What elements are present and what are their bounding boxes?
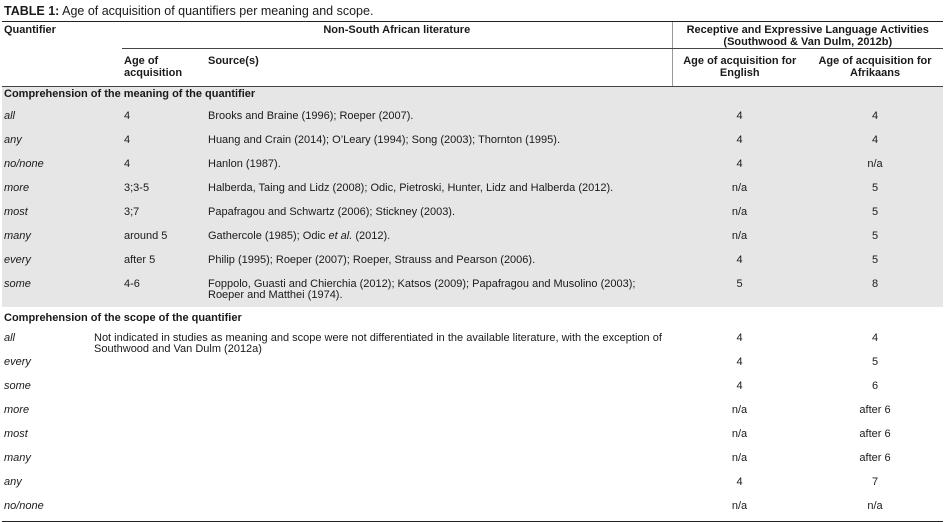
afrikaans-age-cell: 4 (807, 107, 943, 131)
table-row (2, 131, 943, 155)
empty-cell (122, 377, 672, 401)
table-row (2, 401, 943, 425)
quantifier-table (2, 21, 943, 522)
age-cell: 3;7 (122, 203, 206, 227)
scope-note-text: Not indicated in studies as meaning and scope were not differentiated in the available literature, with the exception of Southwood and Van Dulm (2012a) (94, 332, 662, 355)
section-meaning (2, 87, 943, 108)
source-cell: Brooks and Braine (1996); Roeper (2007). (206, 107, 672, 131)
source-cell: Foppolo, Guasti and Chierchia (2012); Katsos (2009); Papafragou and Musolino (2003); Roeper and Matthei (1974). (206, 275, 672, 307)
quantifier-cell: all (2, 107, 122, 131)
english-age-cell: n/a (731, 404, 748, 416)
english-age-cell: 4 (736, 332, 743, 344)
quantifier-cell: many (4, 452, 31, 464)
age-cell: 4 (122, 131, 206, 155)
age-cell: 3;3-5 (122, 179, 206, 203)
quantifier-cell: every (4, 356, 31, 368)
table-row (2, 449, 943, 473)
header-row-2 (2, 49, 943, 87)
source-text: Gathercole (1985); Odic (208, 230, 329, 242)
afrikaans-age-cell: after 6 (859, 452, 891, 464)
quantifier-cell: more (2, 179, 122, 203)
table-row (2, 377, 943, 401)
age-cell: 4 (122, 155, 206, 179)
table-row (2, 425, 943, 449)
section-meaning-title: Comprehension of the meaning of the quantifier (2, 87, 943, 108)
empty-cell (122, 497, 672, 522)
english-age-cell: 4 (736, 476, 743, 488)
header-age-english: Age of acquisition for English (672, 49, 807, 87)
quantifier-cell: any (2, 131, 122, 155)
empty-cell (122, 473, 672, 497)
quantifier-cell: any (4, 476, 22, 488)
header-age-of-acquisition: Age of acquisition (122, 49, 206, 87)
table-row (2, 275, 943, 307)
table-row (2, 473, 943, 497)
english-age-cell: n/a (731, 428, 748, 440)
source-cell: Hanlon (1987). (206, 155, 672, 179)
header-receptive-citation: (Southwood & Van Dulm, 2012b) (723, 36, 893, 48)
english-age-cell: 4 (672, 131, 807, 155)
english-age-cell: n/a (731, 452, 748, 464)
table-row (2, 107, 943, 131)
afrikaans-age-cell: 4 (871, 332, 879, 344)
afrikaans-age-cell: 5 (871, 356, 879, 368)
english-age-cell: 4 (736, 356, 743, 368)
afrikaans-age-cell: 5 (807, 227, 943, 251)
afrikaans-age-cell: 5 (807, 251, 943, 275)
english-age-cell: n/a (672, 203, 807, 227)
table-row (2, 203, 943, 227)
caption-text: Age of acquisition of quantifiers per meaning and scope. (59, 4, 374, 18)
empty-cell (122, 449, 672, 473)
table-row (2, 497, 943, 522)
header-quantifier: Quantifier (2, 22, 122, 49)
english-age-cell: 4 (672, 251, 807, 275)
table-row (2, 227, 943, 251)
afrikaans-age-cell: after 6 (859, 428, 891, 440)
table-row (2, 179, 943, 203)
quantifier-cell: most (4, 428, 28, 440)
source-et-al: et al. (328, 230, 353, 242)
table-caption (4, 4, 373, 18)
afrikaans-age-cell: after 6 (859, 404, 891, 416)
age-cell: 4-6 (122, 275, 206, 307)
header-non-sa-literature: Non-South African literature (122, 22, 672, 49)
header-sources: Source(s) (206, 49, 672, 87)
age-cell: after 5 (122, 251, 206, 275)
afrikaans-age-cell: 5 (807, 179, 943, 203)
header-blank (2, 49, 122, 87)
quantifier-cell: most (2, 203, 122, 227)
english-age-cell: 4 (672, 155, 807, 179)
header-receptive-expressive (672, 22, 943, 49)
english-age-cell: 5 (672, 275, 807, 307)
source-cell (206, 227, 672, 251)
afrikaans-age-cell: 5 (807, 203, 943, 227)
quantifier-cell: all (4, 332, 16, 344)
header-receptive-title: Receptive and Expressive Language Activities (686, 24, 929, 36)
source-cell: Papafragou and Schwartz (2006); Stickney (2003). (206, 203, 672, 227)
afrikaans-age-cell: 4 (807, 131, 943, 155)
quantifier-cell: some (2, 275, 122, 307)
table-row (2, 329, 943, 353)
quantifier-cell: every (2, 251, 122, 275)
scope-note (94, 329, 672, 377)
caption-label: TABLE 1: (4, 4, 60, 18)
source-cell: Philip (1995); Roeper (2007); Roeper, Strauss and Pearson (2006). (206, 251, 672, 275)
quantifier-cell: no/none (2, 497, 122, 522)
section-scope-title: Comprehension of the scope of the quantifier (4, 312, 242, 324)
age-cell: 4 (122, 107, 206, 131)
section-scope (2, 307, 943, 329)
table-row (2, 155, 943, 179)
english-age-cell: 4 (736, 380, 743, 392)
english-age-cell: 4 (672, 107, 807, 131)
source-text: (2012). (352, 230, 391, 242)
afrikaans-age-cell: n/a (807, 497, 943, 522)
quantifier-cell: no/none (2, 155, 122, 179)
empty-cell (122, 401, 672, 425)
quantifier-cell: many (2, 227, 122, 251)
age-cell: around 5 (122, 227, 206, 251)
source-cell: Huang and Crain (2014); O’Leary (1994); Song (2003); Thornton (1995). (206, 131, 672, 155)
quantifier-cell: some (4, 380, 31, 392)
english-age-cell: n/a (672, 497, 807, 522)
afrikaans-age-cell: n/a (807, 155, 943, 179)
empty-cell (122, 425, 672, 449)
table-row (2, 251, 943, 275)
source-cell: Halberda, Taing and Lidz (2008); Odic, Pietroski, Hunter, Lidz and Halberda (2012). (206, 179, 672, 203)
header-row-1 (2, 22, 943, 49)
afrikaans-age-cell: 7 (871, 476, 879, 488)
quantifier-cell: more (4, 404, 30, 416)
afrikaans-age-cell: 8 (807, 275, 943, 307)
english-age-cell: n/a (672, 179, 807, 203)
english-age-cell: n/a (672, 227, 807, 251)
header-age-afrikaans: Age of acquisition for Afrikaans (807, 49, 943, 87)
afrikaans-age-cell: 6 (871, 380, 879, 392)
